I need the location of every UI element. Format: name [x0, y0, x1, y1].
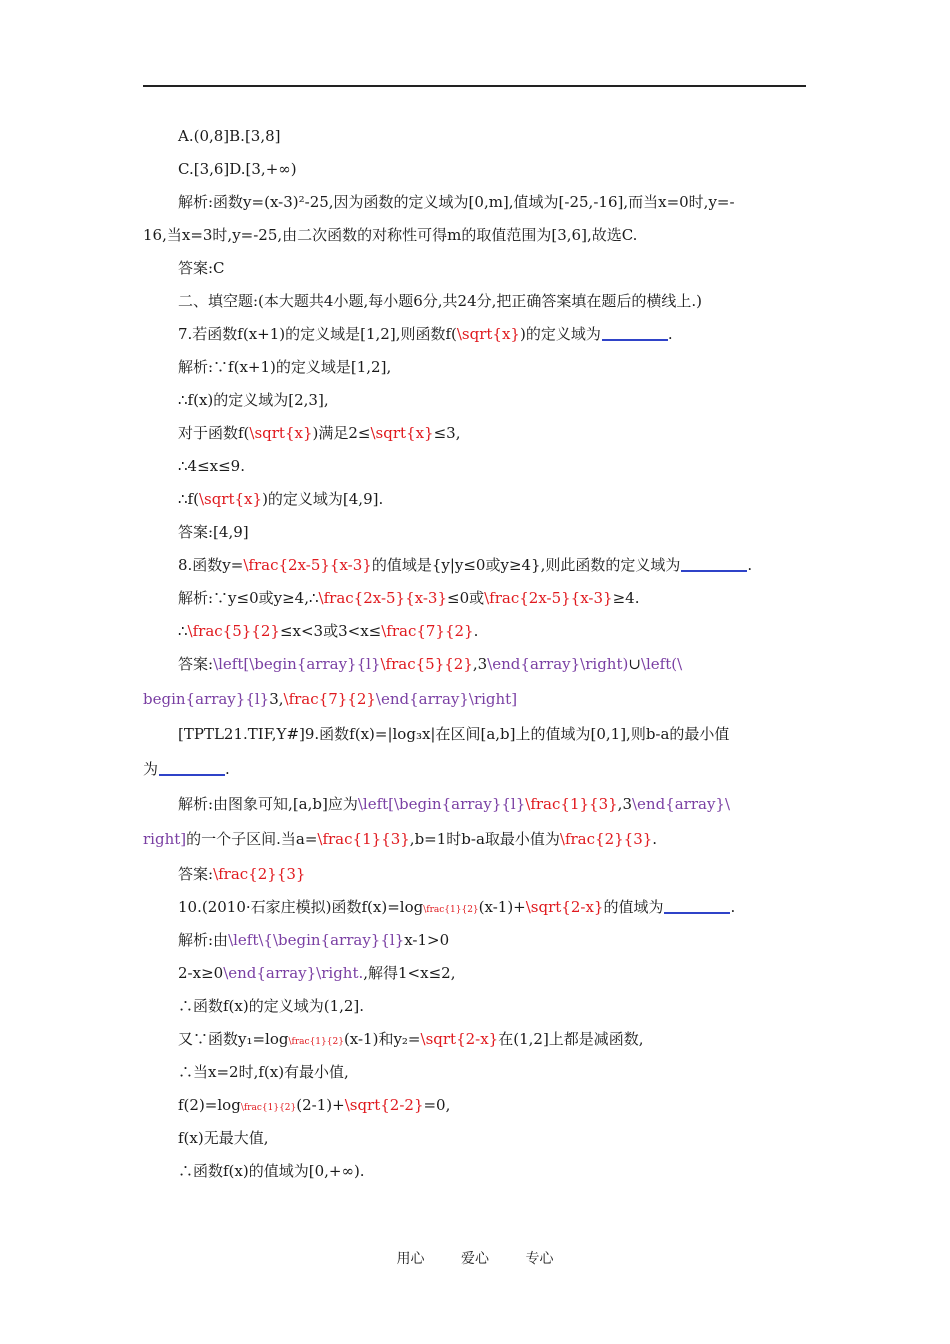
- text-line-l01: [143, 120, 806, 153]
- text-segment: ≥4.: [612, 589, 640, 607]
- text-segment: A.(0,8]B.[3,8]: [178, 127, 281, 145]
- text-segment: 答案:: [178, 865, 214, 883]
- text-segment: ,3: [617, 795, 632, 813]
- text-segment: .: [473, 622, 479, 640]
- text-segment: =0,: [423, 1096, 451, 1114]
- answer-blank: [681, 556, 747, 572]
- latex-fragment: \frac{1}{2}: [240, 1103, 297, 1113]
- text-segment: 解析:函数y=(x-3)²-25,因为函数的定义域为[0,m],值域为[-25,-16],而当x=0时,y=-: [178, 193, 735, 211]
- latex-fragment: \sqrt{x}: [198, 490, 263, 508]
- text-line-l22: [143, 821, 806, 858]
- text-segment: x-1>0: [404, 931, 450, 949]
- text-segment: ∴函数f(x)的值域为[0,+∞).: [178, 1162, 365, 1180]
- latex-fragment: \sqrt{2-2}: [344, 1096, 424, 1114]
- latex-fragment: \frac{5}{2}: [187, 622, 280, 640]
- latex-fragment: \frac{2}{3}: [213, 865, 306, 883]
- text-line-l14: [143, 549, 806, 582]
- text-segment: ≤x<3或3<x≤: [279, 622, 382, 640]
- latex-fragment: \frac{1}{3}: [317, 830, 410, 848]
- latex-fragment: \end{array}\right): [487, 655, 629, 673]
- text-line-l17: [143, 648, 806, 681]
- text-segment: ∴当x=2时,f(x)有最小值,: [178, 1063, 349, 1081]
- text-segment: [TPTL21.TIF,Y#]9.函数f(x)=|log₃x|在区间[a,b]上的值域为[0,1],则b-a的最小值: [178, 725, 730, 743]
- text-line-l07: [143, 318, 806, 351]
- text-segment: 8.函数y=: [178, 556, 244, 574]
- text-line-l18: [143, 681, 806, 718]
- text-segment: 的值域为: [603, 898, 664, 916]
- latex-fragment: \frac{2x-5}{x-3}: [484, 589, 613, 607]
- text-segment: ≤3,: [433, 424, 461, 442]
- answer-blank: [664, 898, 730, 914]
- text-line-l10: [143, 417, 806, 450]
- text-line-l23: [143, 858, 806, 891]
- text-line-l03: [143, 186, 806, 219]
- text-segment: ∴f(x)的定义域为[2,3],: [178, 391, 329, 409]
- text-segment: 2-x≥0: [178, 964, 224, 982]
- text-segment: 对于函数f(: [178, 424, 250, 442]
- text-segment: 16,当x=3时,y=-25,由二次函数的对称性可得m的取值范围为[3,6],故选C.: [143, 226, 638, 244]
- latex-fragment: \end{array}\right.: [223, 964, 364, 982]
- text-segment: 答案:[4,9]: [178, 523, 249, 541]
- page-footer: [0, 1248, 950, 1268]
- text-segment: .: [747, 556, 753, 574]
- text-line-l24: [143, 891, 806, 924]
- latex-fragment: \frac{1}{3}: [525, 795, 618, 813]
- text-segment: ∴4≤x≤9.: [178, 457, 245, 475]
- text-line-l06: [143, 285, 806, 318]
- latex-fragment: \sqrt{x}: [370, 424, 434, 442]
- text-segment: 10.(2010·石家庄模拟)函数f(x)=log: [178, 898, 424, 916]
- text-segment: )的定义域为: [519, 325, 601, 343]
- latex-fragment: \sqrt{2-x}: [525, 898, 604, 916]
- text-segment: C.[3,6]D.[3,+∞): [178, 160, 297, 178]
- text-segment: 答案:: [178, 655, 214, 673]
- latex-fragment: \frac{5}{2}: [380, 655, 473, 673]
- latex-fragment: right]: [143, 830, 187, 848]
- text-segment: 的一个子区间.当a=: [186, 830, 318, 848]
- latex-fragment: \sqrt{x}: [249, 424, 313, 442]
- latex-fragment: \frac{7}{2}: [283, 690, 376, 708]
- text-segment: (x-1)+: [478, 898, 526, 916]
- latex-fragment: \frac{2}{3}: [559, 830, 653, 848]
- latex-fragment: \left(\: [640, 655, 683, 673]
- text-segment: (2-1)+: [296, 1096, 345, 1114]
- answer-blank: [602, 325, 668, 341]
- text-segment: 7.若函数f(x+1)的定义域是[1,2],则函数f(: [178, 325, 457, 343]
- text-segment: 又∵函数y₁=log: [178, 1030, 289, 1048]
- text-segment: )满足2≤: [312, 424, 371, 442]
- text-segment: .: [225, 760, 230, 778]
- text-line-l32: [143, 1155, 806, 1188]
- text-segment: .: [730, 898, 736, 916]
- latex-fragment: \left[\begin{array}{l}: [213, 655, 381, 673]
- text-segment: (x-1)和y₂=: [343, 1030, 421, 1048]
- text-segment: 解析:∵y≤0或y≥4,∴: [178, 589, 319, 607]
- latex-fragment: \sqrt{2-x}: [420, 1030, 499, 1048]
- text-segment: f(2)=log: [178, 1096, 241, 1114]
- text-segment: ∪: [628, 655, 641, 673]
- text-segment: ∴f(: [178, 490, 199, 508]
- text-segment: .: [652, 830, 658, 848]
- text-line-l11: [143, 450, 806, 483]
- text-line-l27: [143, 990, 806, 1023]
- text-segment: 解析:∵f(x+1)的定义域是[1,2],: [178, 358, 392, 376]
- text-line-l02: [143, 153, 806, 186]
- text-segment: )的定义域为[4,9].: [262, 490, 384, 508]
- text-segment: ,3: [472, 655, 488, 673]
- latex-fragment: \end{array}\right]: [375, 690, 518, 708]
- text-segment: .: [667, 325, 673, 343]
- latex-fragment: \frac{2x-5}{x-3}: [243, 556, 372, 574]
- text-segment: 的值域是{y|y≤0或y≥4},则此函数的定义域为: [371, 556, 681, 574]
- text-line-l19: [143, 718, 806, 751]
- text-line-l25: [143, 924, 806, 957]
- text-segment: 在(1,2]上都是减函数,: [498, 1030, 644, 1048]
- answer-blank: [159, 760, 225, 776]
- text-segment: 解析:由: [178, 931, 229, 949]
- header-rule: [143, 85, 806, 87]
- text-segment: 3,: [269, 690, 284, 708]
- text-segment: 解析:由图象可知,[a,b]应为: [178, 795, 358, 813]
- latex-fragment: \sqrt{x}: [456, 325, 520, 343]
- text-line-l09: [143, 384, 806, 417]
- latex-fragment: \left\{\begin{array}{l}: [228, 931, 405, 949]
- document-body: [143, 120, 806, 1188]
- text-segment: ≤0或: [447, 589, 485, 607]
- footer-text-3: 专心: [525, 1251, 554, 1267]
- text-line-l28: [143, 1023, 806, 1056]
- text-segment: ∴: [178, 622, 188, 640]
- text-line-l04: [143, 219, 806, 252]
- latex-fragment: \frac{1}{2}: [423, 905, 479, 915]
- text-line-l26: [143, 957, 806, 990]
- text-line-l31: [143, 1122, 806, 1155]
- text-line-l13: [143, 516, 806, 549]
- text-segment: 为: [143, 760, 159, 778]
- latex-fragment: \left[\begin{array}{l}: [357, 795, 526, 813]
- text-segment: ,b=1时b-a取最小值为: [409, 830, 560, 848]
- text-line-l08: [143, 351, 806, 384]
- text-line-l05: [143, 252, 806, 285]
- text-segment: ,解得1<x≤2,: [363, 964, 456, 982]
- text-line-l21: [143, 788, 806, 821]
- text-line-l12: [143, 483, 806, 516]
- latex-fragment: \frac{1}{2}: [288, 1037, 344, 1047]
- text-line-l30: [143, 1089, 806, 1122]
- text-segment: 二、填空题:(本大题共4小题,每小题6分,共24分,把正确答案填在题后的横线上.): [178, 292, 703, 310]
- text-segment: ∴函数f(x)的定义域为(1,2].: [178, 997, 365, 1015]
- text-line-l16: [143, 615, 806, 648]
- latex-fragment: \frac{2x-5}{x-3}: [318, 589, 447, 607]
- footer-text-1: 用心: [396, 1251, 425, 1267]
- text-line-l20: [143, 751, 806, 788]
- text-line-l15: [143, 582, 806, 615]
- text-line-l29: [143, 1056, 806, 1089]
- text-segment: f(x)无最大值,: [178, 1129, 269, 1147]
- latex-fragment: begin{array}{l}: [143, 690, 270, 708]
- latex-fragment: \end{array}\: [631, 795, 731, 813]
- footer-text-2: 爱心: [461, 1251, 489, 1267]
- text-segment: 答案:C: [178, 259, 225, 277]
- latex-fragment: \frac{7}{2}: [381, 622, 474, 640]
